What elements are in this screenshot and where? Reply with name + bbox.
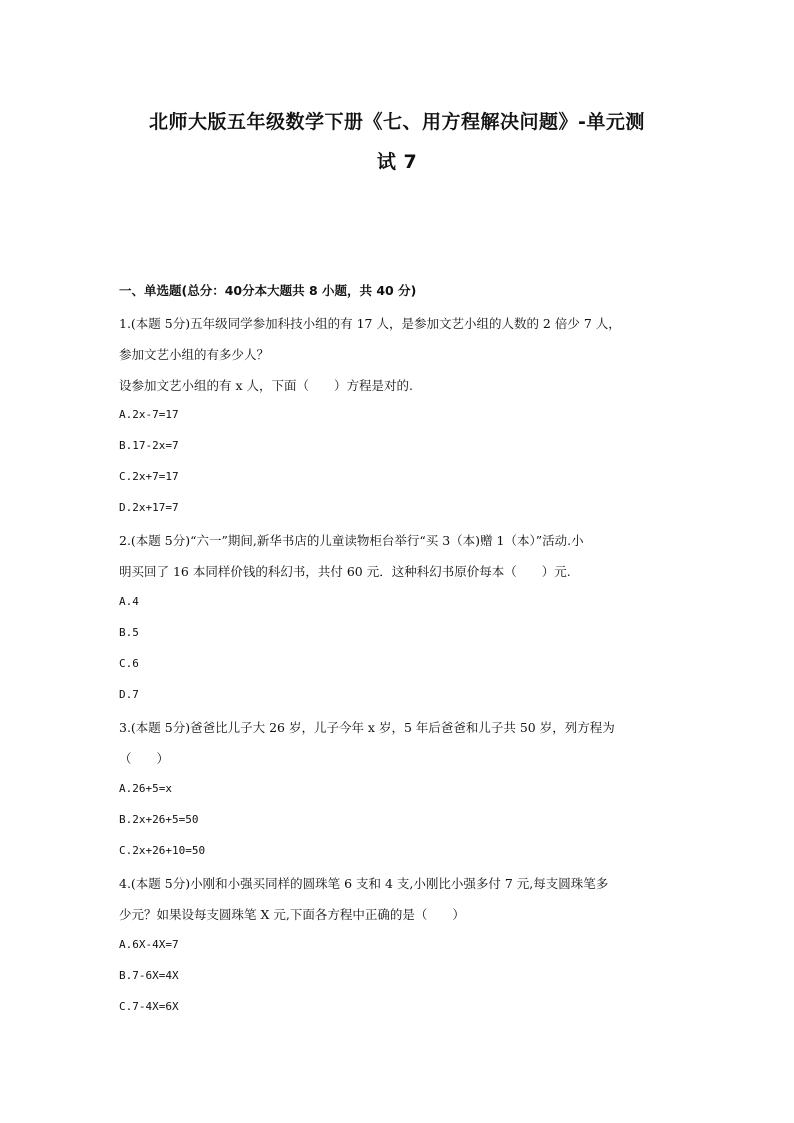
question-1-line-1: 1.(本题 5分)五年级同学参加科技小组的有 17 人，是参加文艺小组的人数的 2 倍少 7 人，	[119, 316, 621, 331]
question-4-option-c: C.7-4X=6X	[119, 1000, 179, 1013]
question-1-option-b: B.17-2x=7	[119, 439, 179, 452]
question-4-line-2: 少元？如果设每支圆珠笔 X 元,下面各方程中正确的是（ ）	[119, 907, 465, 922]
question-1-option-d: D.2x+17=7	[119, 501, 179, 514]
question-4-option-a: A.6X-4X=7	[119, 938, 179, 951]
question-2-option-a: A.4	[119, 595, 139, 608]
question-3-option-a: A.26+5=x	[119, 782, 172, 795]
document-title-line-2: 试 7	[376, 151, 418, 173]
question-4-option-b: B.7-6X=4X	[119, 969, 179, 982]
section-heading: 一、单选题(总分：40分本大题共 8 小题，共 40 分)	[119, 283, 417, 298]
question-3-option-b: B.2x+26+5=50	[119, 813, 199, 826]
question-1-line-2: 参加文艺小组的有多少人？	[119, 347, 270, 362]
question-2-option-d: D.7	[119, 688, 139, 701]
question-2-option-c: C.6	[119, 657, 139, 670]
question-3-option-c: C.2x+26+10=50	[119, 844, 206, 857]
question-2-option-b: B.5	[119, 626, 139, 639]
question-2-line-2: 明买回了 16 本同样价钱的科幻书，共付 60 元．这种科幻书原价每本（ ）元.	[119, 564, 571, 579]
document-title-line-1: 北师大版五年级数学下册《七、用方程解决问题》-单元测	[149, 111, 645, 133]
question-1-option-c: C.2x+7=17	[119, 470, 179, 483]
question-3-line-2: （ ）	[119, 751, 170, 766]
question-1-option-a: A.2x-7=17	[119, 408, 179, 421]
question-4-line-1: 4.(本题 5分)小刚和小强买同样的圆珠笔 6 支和 4 支,小刚比小强多付 7 元,每支圆珠笔多	[119, 876, 609, 891]
question-1-line-3: 设参加文艺小组的有 x 人，下面（ ）方程是对的.	[119, 378, 413, 393]
question-3-line-1: 3.(本题 5分)爸爸比儿子大 26 岁，儿子今年 x 岁，5 年后爸爸和儿子共 50 岁，列方程为	[119, 720, 615, 735]
question-2-line-1: 2.(本题 5分)“六一”期间,新华书店的儿童读物柜台举行“买 3（本)赠 1（本）”活动.小	[119, 533, 584, 548]
